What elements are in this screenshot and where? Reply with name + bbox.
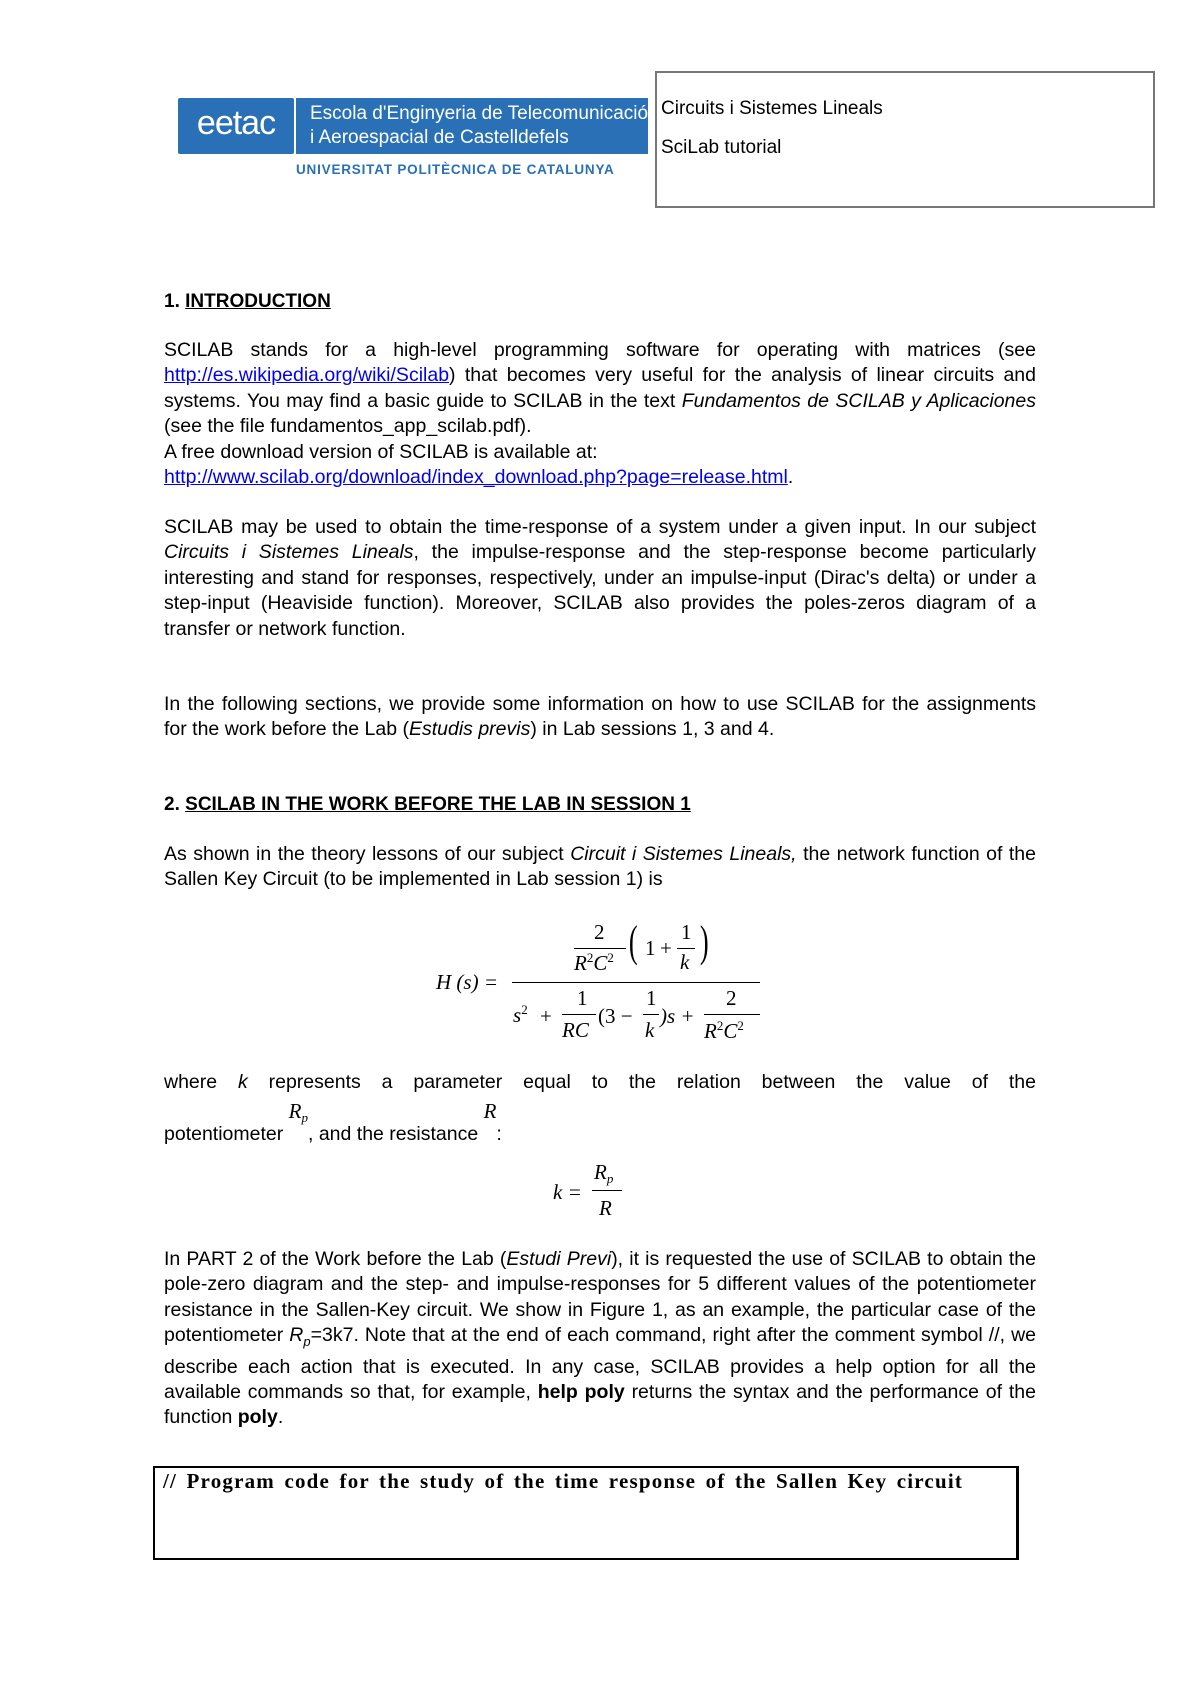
close-paren: ) xyxy=(699,917,709,966)
intro-p1-text5: . xyxy=(787,466,794,489)
intro-paragraph-2 xyxy=(164,515,1036,642)
den-two: 2 xyxy=(726,986,737,1010)
num-C-exp: 2 xyxy=(607,950,614,965)
intro-p3-italic: Estudis previs xyxy=(408,718,531,741)
s2-p2-poly: poly xyxy=(237,1406,278,1429)
k-num-sub: p xyxy=(606,1171,614,1186)
s2-p2-text5: . xyxy=(277,1406,284,1429)
den-close-s: )s + xyxy=(660,1004,695,1028)
pot-Rp-sub: p xyxy=(301,1110,308,1125)
pot-Rp: R xyxy=(288,1099,302,1123)
den-k: k xyxy=(645,1018,655,1042)
s2-p1-text2: the network function of the Sallen Key Circuit (to be implemented in Lab session 1) is xyxy=(164,843,1036,891)
where-line xyxy=(164,1071,1036,1094)
eetac-logo xyxy=(178,98,648,178)
section1-title: INTRODUCTION xyxy=(185,291,331,312)
s2-p2-text3: =3k7. Note that at the end of each command, right after the comment symbol //, we describe each action that is executed. In any case, SCILAB provides a help option for all the available commands so that, for example, xyxy=(164,1324,1036,1403)
formula-lhs: H (s) = xyxy=(436,970,498,994)
s2-p2-text1: In PART 2 of the Work before the Lab ( xyxy=(164,1248,507,1270)
intro-p3-text2: ) in Lab sessions 1, 3 and 4. xyxy=(530,718,775,741)
plus: + xyxy=(660,936,672,960)
course-title: Circuits i Sistemes Lineals xyxy=(661,98,883,119)
den-frac1-bar xyxy=(562,1014,596,1015)
den-three: (3 − xyxy=(598,1004,633,1028)
intro-p2-text2: , the impulse-response and the step-response become particularly interesting and stand for responses, respectively, under an impulse-input (Dirac's delta) or under a step-input (Heaviside function). Moreover, SCILAB also provides the poles-zeros diagram of a transfer or network function. xyxy=(164,541,1036,640)
intro-p2-subject: Circuits i Sistemes Lineals xyxy=(164,541,414,564)
where-k: k xyxy=(238,1071,248,1093)
section2-title: SCILAB IN THE WORK BEFORE THE LAB IN SESSION 1 xyxy=(185,794,691,815)
s2-p2-italic: Estudi Previ xyxy=(506,1248,612,1270)
wikipedia-link[interactable]: http://es.wikipedia.org/wiki/Scilab xyxy=(164,364,450,387)
section2-paragraph-1 xyxy=(164,842,1036,893)
pot-R: R xyxy=(483,1099,497,1123)
den-one2: 1 xyxy=(646,986,657,1010)
k-num: R xyxy=(594,1160,607,1184)
logo-school-line1: Escola d'Enginyeria de Telecomunicació xyxy=(310,103,649,124)
den-frac2-bar xyxy=(643,1014,659,1015)
num-fraction-bar xyxy=(574,948,626,949)
potentiometer-line xyxy=(164,1099,502,1148)
den-plus: + xyxy=(540,1004,552,1028)
den-s-exp: 2 xyxy=(521,1002,528,1017)
s2-p2-Rp: R xyxy=(289,1324,304,1347)
num-R-exp: 2 xyxy=(586,950,594,965)
intro-p1-text2: ) that becomes very useful for the analysis of linear circuits and systems. You may find a basic guide to SCILAB in the text xyxy=(164,364,1036,412)
pot-text3: : xyxy=(496,1123,502,1145)
den-C: C xyxy=(723,1019,738,1043)
den-C-exp: 2 xyxy=(737,1018,744,1033)
pot-text2: , and the resistance xyxy=(307,1123,484,1145)
main-fraction-bar xyxy=(512,982,760,983)
s2-p2-text2: ), it is requested the use of SCILAB to obtain the pole-zero diagram and the step- and impulse-responses for 5 different values of the potentiometer resistance in the Sallen-Key circuit. We show in Figure 1, as an example, the particular case of the potentiometer xyxy=(164,1248,1036,1347)
den-RC: RC xyxy=(562,1018,589,1042)
intro-p3-text1: In the following sections, we provide some information on how to use SCILAB for the assignments for the work before the Lab ( xyxy=(164,693,1036,741)
where-text2: represents a parameter equal to the relation between the value of the xyxy=(247,1071,1036,1093)
section2-paragraph-2 xyxy=(164,1247,1036,1431)
num-R: R xyxy=(574,951,587,975)
code-comment: // Program code for the study of the time response of the Sallen Key circuit xyxy=(163,1469,964,1493)
intro-p1-text1: SCILAB stands for a high-level programming software for operating with matrices (see xyxy=(164,339,1036,361)
where-text1: where xyxy=(164,1071,238,1093)
section2-heading xyxy=(164,794,691,816)
open-paren: ( xyxy=(628,917,638,966)
inner-fraction-bar xyxy=(677,948,695,949)
download-link[interactable]: http://www.scilab.org/download/index_download.php?page=release.html xyxy=(164,466,788,489)
s2-p2-Rp-sub: p xyxy=(303,1334,311,1350)
pot-text1: potentiometer xyxy=(164,1123,289,1145)
k-lhs: k = xyxy=(553,1180,582,1204)
book-title: Fundamentos de SCILAB y Aplicaciones xyxy=(681,389,1036,412)
section1-heading xyxy=(164,291,331,313)
den-s: s xyxy=(513,1003,522,1027)
section2-number: 2. xyxy=(164,794,180,815)
document-title: SciLab tutorial xyxy=(661,137,782,158)
one-b: 1 xyxy=(681,920,692,944)
logo-university: UNIVERSITAT POLITÈCNICA DE CATALUNYA xyxy=(296,162,615,177)
intro-p1-text3: (see the file fundamentos_app_scilab.pdf). xyxy=(164,415,532,438)
s2-p2-text4: returns the syntax and the performance of the function xyxy=(164,1380,1036,1429)
s2-p2-help-poly: help poly xyxy=(537,1380,625,1403)
den-R-exp: 2 xyxy=(716,1018,724,1033)
k-fraction-bar xyxy=(592,1190,622,1191)
logo-school-line2: i Aeroespacial de Castelldefels xyxy=(310,127,569,148)
den-one: 1 xyxy=(577,986,588,1010)
intro-paragraph-1 xyxy=(164,338,1036,490)
num-C: C xyxy=(593,951,608,975)
num-two: 2 xyxy=(594,920,605,944)
s2-p1-subject: Circuit i Sistemes Lineals, xyxy=(570,843,797,865)
section1-number: 1. xyxy=(164,291,180,312)
den-frac3-bar xyxy=(704,1014,760,1015)
num-k: k xyxy=(680,950,690,974)
intro-p1-text4: A free download version of SCILAB is available at: xyxy=(164,440,598,463)
logo-mark: eetac xyxy=(196,104,276,142)
den-R: R xyxy=(704,1019,717,1043)
one: 1 xyxy=(645,936,656,960)
k-den: R xyxy=(599,1196,612,1220)
intro-paragraph-3 xyxy=(164,692,1036,743)
s2-p1-text1: As shown in the theory lessons of our subject xyxy=(164,843,571,865)
intro-p2-text1: SCILAB may be used to obtain the time-response of a system under a given input. In our subject xyxy=(164,516,1036,538)
